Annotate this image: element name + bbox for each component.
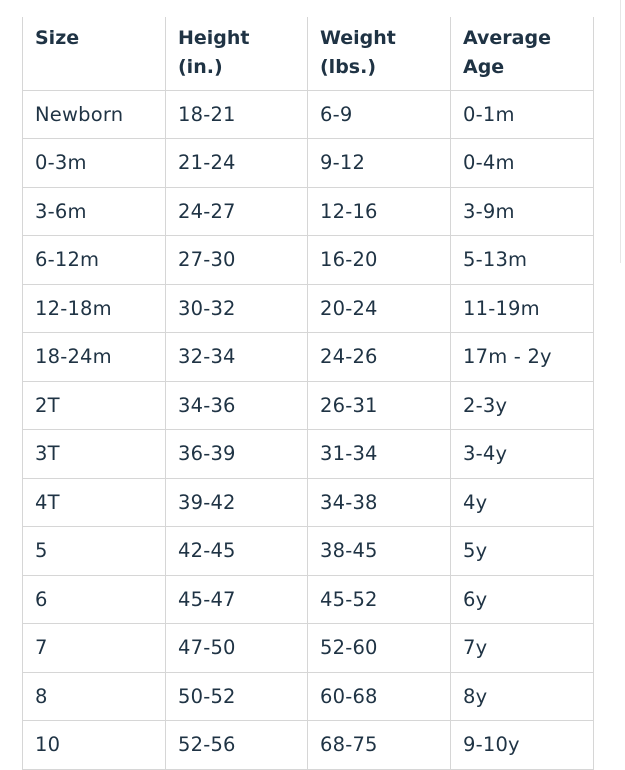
cell-height: 32-34 bbox=[166, 333, 308, 382]
table-row bbox=[23, 721, 594, 770]
cell-average-age: 3-4y bbox=[451, 430, 594, 479]
cell-size: 4T bbox=[23, 478, 166, 527]
cell-average-age: 5y bbox=[451, 527, 594, 576]
cell-height: 34-36 bbox=[166, 381, 308, 430]
cell-average-age: 8y bbox=[451, 672, 594, 721]
cell-size: 5 bbox=[23, 527, 166, 576]
cell-average-age: 0-1m bbox=[451, 90, 594, 139]
header-size: Size bbox=[23, 17, 166, 90]
cell-size: Newborn bbox=[23, 90, 166, 139]
cell-average-age: 17m - 2y bbox=[451, 333, 594, 382]
table-row bbox=[23, 139, 594, 188]
table-row bbox=[23, 284, 594, 333]
cell-height: 39-42 bbox=[166, 478, 308, 527]
header-average-age: Average Age bbox=[451, 17, 594, 90]
cell-average-age: 0-4m bbox=[451, 139, 594, 188]
cell-weight: 26-31 bbox=[308, 381, 451, 430]
table-row bbox=[23, 527, 594, 576]
cell-average-age: 7y bbox=[451, 624, 594, 673]
cell-weight: 60-68 bbox=[308, 672, 451, 721]
cell-weight: 20-24 bbox=[308, 284, 451, 333]
cell-average-age: 4y bbox=[451, 478, 594, 527]
cell-weight: 16-20 bbox=[308, 236, 451, 285]
cell-average-age: 2-3y bbox=[451, 381, 594, 430]
cell-average-age: 9-10y bbox=[451, 721, 594, 770]
page-divider bbox=[620, 0, 621, 263]
cell-height: 36-39 bbox=[166, 430, 308, 479]
cell-height: 42-45 bbox=[166, 527, 308, 576]
size-chart-table bbox=[22, 17, 594, 770]
cell-height: 27-30 bbox=[166, 236, 308, 285]
cell-height: 24-27 bbox=[166, 187, 308, 236]
cell-average-age: 11-19m bbox=[451, 284, 594, 333]
cell-weight: 45-52 bbox=[308, 575, 451, 624]
cell-average-age: 3-9m bbox=[451, 187, 594, 236]
cell-size: 12-18m bbox=[23, 284, 166, 333]
cell-size: 2T bbox=[23, 381, 166, 430]
table-body bbox=[23, 90, 594, 769]
cell-height: 52-56 bbox=[166, 721, 308, 770]
cell-height: 21-24 bbox=[166, 139, 308, 188]
header-height: Height (in.) bbox=[166, 17, 308, 90]
cell-size: 3-6m bbox=[23, 187, 166, 236]
cell-average-age: 6y bbox=[451, 575, 594, 624]
cell-weight: 12-16 bbox=[308, 187, 451, 236]
table-row bbox=[23, 187, 594, 236]
header-weight: Weight (lbs.) bbox=[308, 17, 451, 90]
cell-size: 0-3m bbox=[23, 139, 166, 188]
cell-average-age: 5-13m bbox=[451, 236, 594, 285]
cell-size: 6-12m bbox=[23, 236, 166, 285]
table-row bbox=[23, 430, 594, 479]
cell-height: 30-32 bbox=[166, 284, 308, 333]
cell-size: 6 bbox=[23, 575, 166, 624]
table-row bbox=[23, 478, 594, 527]
header-row bbox=[23, 17, 594, 90]
cell-weight: 34-38 bbox=[308, 478, 451, 527]
table-row bbox=[23, 575, 594, 624]
cell-weight: 68-75 bbox=[308, 721, 451, 770]
cell-height: 45-47 bbox=[166, 575, 308, 624]
cell-height: 47-50 bbox=[166, 624, 308, 673]
table-row bbox=[23, 90, 594, 139]
cell-size: 3T bbox=[23, 430, 166, 479]
cell-weight: 31-34 bbox=[308, 430, 451, 479]
table-row bbox=[23, 624, 594, 673]
cell-size: 18-24m bbox=[23, 333, 166, 382]
cell-weight: 52-60 bbox=[308, 624, 451, 673]
table-row bbox=[23, 236, 594, 285]
table-row bbox=[23, 333, 594, 382]
cell-size: 8 bbox=[23, 672, 166, 721]
cell-weight: 38-45 bbox=[308, 527, 451, 576]
size-chart bbox=[22, 17, 593, 770]
cell-weight: 6-9 bbox=[308, 90, 451, 139]
cell-height: 18-21 bbox=[166, 90, 308, 139]
cell-weight: 24-26 bbox=[308, 333, 451, 382]
table-row bbox=[23, 672, 594, 721]
cell-size: 7 bbox=[23, 624, 166, 673]
cell-weight: 9-12 bbox=[308, 139, 451, 188]
cell-height: 50-52 bbox=[166, 672, 308, 721]
cell-size: 10 bbox=[23, 721, 166, 770]
table-row bbox=[23, 381, 594, 430]
